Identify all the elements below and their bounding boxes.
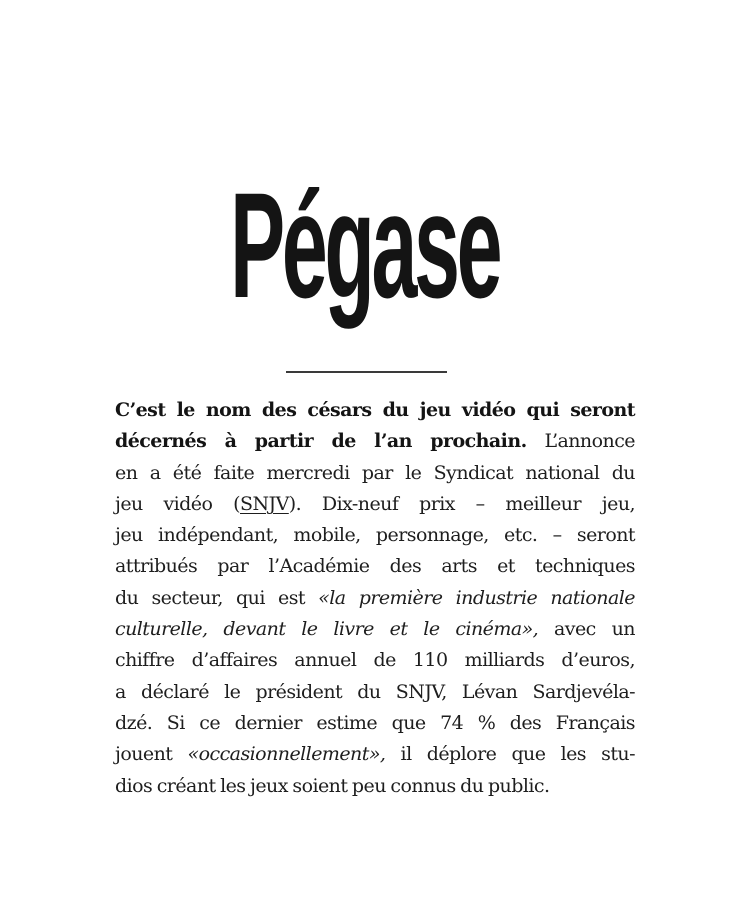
body-text: a déclaré le président du SNJV, Lévan Sardjevéla- (115, 680, 635, 703)
quote-text: culturelle, devant le livre et le cinéma», (115, 618, 539, 641)
article-line (115, 520, 635, 551)
lead-text: décernés à partir de l’an prochain. (115, 430, 527, 453)
body-text: du secteur, qui est (115, 586, 319, 609)
body-text: dios créant les jeux soient peu connus du public. (115, 774, 550, 797)
body-text: L’annonce (526, 430, 635, 453)
article-line (115, 551, 635, 582)
article-line (115, 426, 635, 457)
body-text: chiffre d’affaires annuel de 110 milliards d’euros, (115, 649, 635, 672)
article-line (115, 645, 635, 676)
body-text: attribués par l’Académie des arts et techniques (115, 555, 635, 578)
quote-text: «occasionnellement», (187, 743, 386, 766)
lead-text: C’est le nom des césars du jeu vidéo qui seront (115, 399, 635, 421)
snjv-abbreviation: SNJV (240, 492, 289, 515)
body-text: ). Dix-neuf prix – meilleur jeu, (288, 492, 635, 515)
body-text: il déplore que les stu- (385, 743, 635, 766)
article-line (115, 458, 635, 489)
headline-container (0, 130, 729, 360)
body-text: en a été faite mercredi par le Syndicat national du (115, 461, 635, 484)
article-line (115, 771, 635, 802)
article-body (115, 395, 635, 802)
divider-rule (286, 371, 447, 373)
article-line (115, 708, 635, 739)
body-text: avec un (538, 618, 635, 641)
headline: Pégase (229, 161, 500, 329)
article-line (115, 583, 635, 614)
body-text: dzé. Si ce dernier estime que 74 % des Français (115, 711, 635, 734)
article-line (115, 677, 635, 708)
quote-text: «la première industrie nationale (318, 586, 635, 609)
article-line (115, 489, 635, 520)
article-line (115, 395, 635, 426)
body-text: jouent (115, 743, 188, 766)
body-text: jeu vidéo ( (115, 492, 240, 515)
article-line (115, 614, 635, 645)
article-line (115, 739, 635, 770)
body-text: jeu indépendant, mobile, personnage, etc. – seront (115, 524, 635, 547)
